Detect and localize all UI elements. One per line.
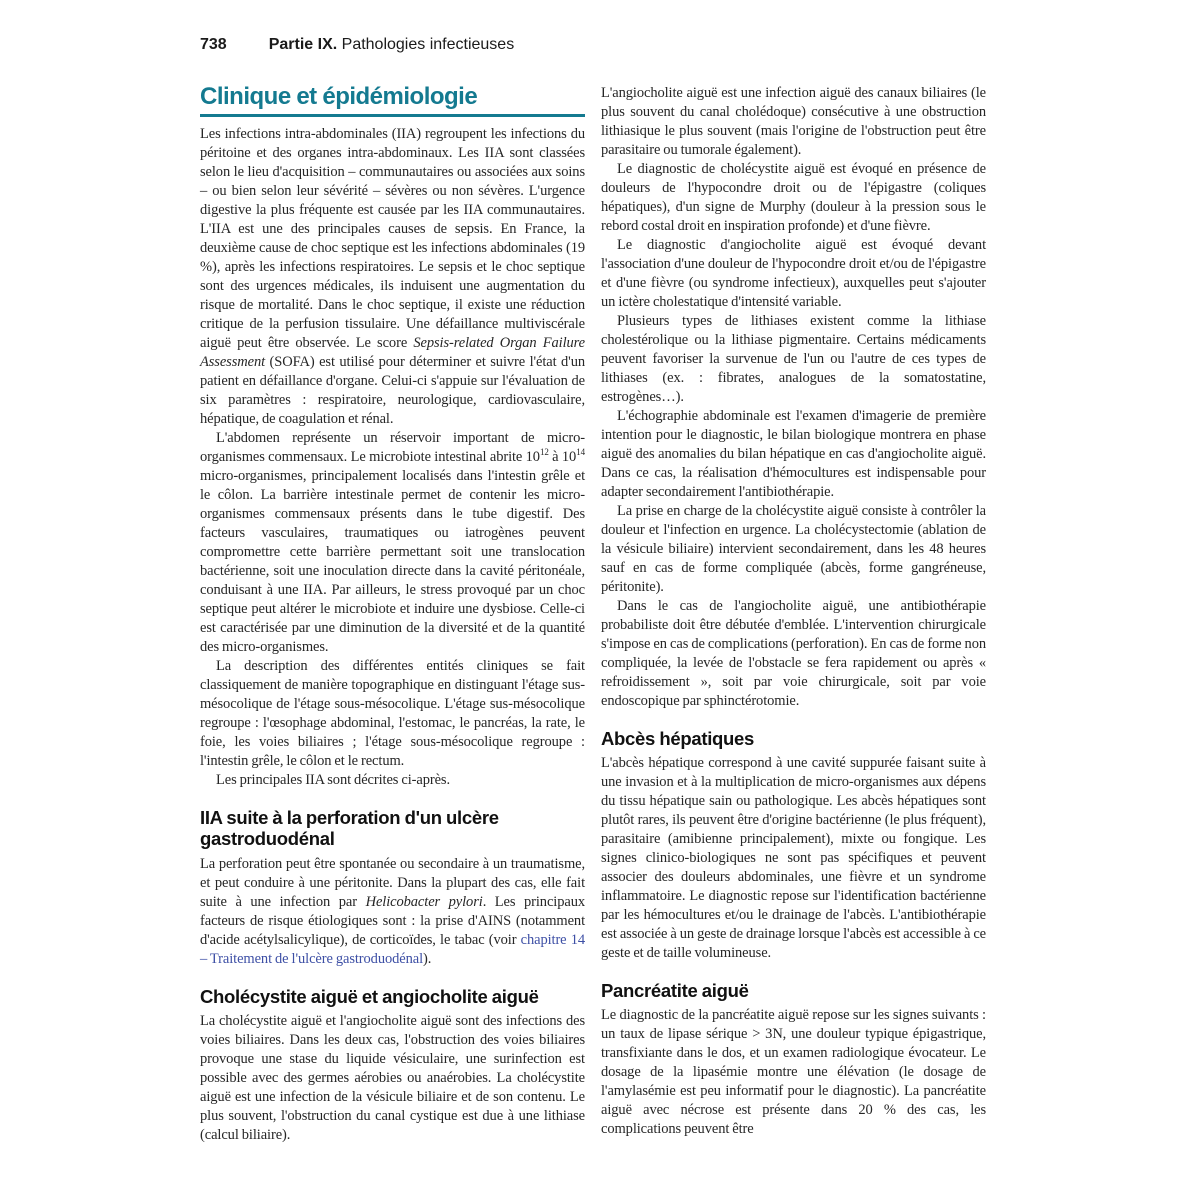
- running-title: [269, 36, 515, 54]
- cross-reference-link[interactable]: chapitre 14 – Traitement de l'ulcère gastroduodénal: [200, 931, 586, 967]
- part-title: Pathologies infectieuses: [341, 36, 515, 53]
- book-page: [200, 36, 986, 1145]
- body-paragraph: Le diagnostic de cholécystite aiguë est évoqué en présence de douleurs de l'hypocondre droit ou de l'épigastre (coliques hépatiques), d'un signe de Murphy (douleur à la pression sous le rebord costal droit en inspiration profonde) et d'une fièvre.: [601, 161, 986, 234]
- body-paragraph: Les principales IIA sont décrites ci-après.: [216, 772, 450, 789]
- body-paragraph: La cholécystite aiguë et l'angiocholite aiguë sont des infections des voies biliaires. Dans les deux cas, l'obstruction des voies biliaires provoque une stase du liquide vésiculaire, une surinfection est possible avec des germes aérobies ou anaérobies. La cholécystite aiguë est une infection de la vésicule biliaire et de son contenu. Le plus souvent, l'obstruction du canal cystique est due à une lithiase (calcul biliaire).: [200, 1012, 585, 1143]
- left-column: [200, 84, 585, 1145]
- subsection-heading-iia-ulcere: IIA suite à la perforation d'un ulcère gastroduodénal: [200, 807, 499, 850]
- body-paragraph: Le diagnostic de la pancréatite aiguë repose sur les signes suivants : un taux de lipase sérique > 3N, une douleur typique épigastrique, transfixiante dans le dos, et un examen radiologique évocateur. Le dosage de la lipasémie montre une élévation (le dosage de l'amylasémie est peu informatif pour le diagnostic). La pancréatite aiguë avec nécrose est présente dans 20 % des cas, les complications peuvent être: [601, 1007, 986, 1138]
- part-label: Partie IX.: [268, 36, 338, 53]
- body-paragraph: La perforation peut être spontanée ou secondaire à un traumatisme, et peut conduire à une péritonite. Dans la plupart des cas, elle fait suite à une infection par Helicobacter pylori. Les principaux facteurs de risque étiologiques sont : la prise d'AINS (notamment d'acide acétylsalicylique), de corticoïdes, le tabac (voir chapitre 14 – Traitement de l'ulcère gastroduodénal).: [200, 855, 586, 967]
- subsection-heading-cholecystite: Cholécystite aiguë et angiocholite aiguë: [200, 985, 539, 1007]
- page-number: 738: [200, 36, 227, 53]
- body-paragraph: La prise en charge de la cholécystite aiguë consiste à contrôler la douleur et l'infection en urgence. La cholécystectomie (ablation de la vésicule biliaire) intervient secondairement, dans les 48 heures sauf en cas de forme compliquée (abcès, forme gangréneuse, péritonite).: [601, 503, 986, 595]
- body-paragraph: L'échographie abdominale est l'examen d'imagerie de première intention pour le diagnostic, le bilan biologique montrera en phase aiguë des anomalies du bilan hépatique en cas d'angiocholite aiguë. Dans ce cas, la réalisation d'hémocultures est indispensable pour adapter secondairement l'antibiothérapie.: [601, 408, 986, 500]
- main-section-heading: Clinique et épidémiologie: [200, 84, 585, 117]
- body-paragraph: La description des différentes entités cliniques se fait classiquement de manière topographique en distinguant l'étage sus-mésocolique de l'étage sous-mésocolique. L'étage sus-mésocolique regroupe : l'œsophage abdominal, l'estomac, le pancréas, la rate, le foie, les voies biliaires ; l'étage sous-mésocolique regroupe : l'intestin grêle, le côlon et le rectum.: [200, 658, 585, 770]
- body-paragraph: Le diagnostic d'angiocholite aiguë est évoqué devant l'association d'une douleur de l'hypocondre droit et/ou de l'épigastre et d'une fièvre (ou syndrome infectieux), auxquelles peut s'ajouter un ictère cholestatique d'intensité variable.: [601, 237, 986, 310]
- body-paragraph: L'angiocholite aiguë est une infection aiguë des canaux biliaires (le plus souvent du canal cholédoque) consécutive à une obstruction lithiasique le plus souvent (mais l'origine de l'obstruction peut être parasitaire ou tumorale également).: [601, 85, 986, 158]
- body-paragraph: L'abdomen représente un réservoir important de micro-organismes commensaux. Le microbiote intestinal abrite $10^{12}$ à $10^{14}$ micro-organismes, principalement localisés dans l'intestin grêle et le côlon. La barrière intestinale permet de contenir les micro-organismes commensaux présents dans le tube digestif. Des facteurs vasculaires, traumatiques ou iatrogènes peuvent compromettre cette barrière permettant soit une translocation bactérienne, soit une inoculation directe dans la cavité péritonéale, conduisant à une IIA. Par ailleurs, le stress provoqué par un choc septique peut altérer le microbiote et induire une dysbiose. Celle-ci est caractérisée par une diminution de la diversité et de la quantité des micro-organismes.: [200, 430, 585, 656]
- body-paragraph: Dans le cas de l'angiocholite aiguë, une antibiothérapie probabiliste doit être débutée d'emblée. L'intervention chirurgicale s'impose en cas de complications (perforation). En cas de forme non compliquée, la levée de l'obstacle se fera rapidement ou après « refroidissement », soit par voie chirurgicale, soit par voie endoscopique par sphinctérotomie.: [601, 598, 986, 709]
- body-paragraph: Plusieurs types de lithiases existent comme la lithiase cholestérolique ou la lithiase pigmentaire. Certains médicaments peuvent favoriser la survenue de l'un ou l'autre de ces types de lithiases (ex. : fibrates, analogues de la somatostatine, estrogènes…).: [601, 313, 986, 405]
- two-column-text-block: [200, 84, 986, 1145]
- subsection-heading-abces-hepatiques: Abcès hépatiques: [601, 728, 755, 749]
- body-paragraph: Les infections intra-abdominales (IIA) regroupent les infections du péritoine et des organes intra-abdominaux. Les IIA sont classées selon le lieu d'acquisition – communautaires ou associées aux soins – ou bien selon leur sévérité – sévères ou non sévères. L'urgence digestive la plus fréquente est causée par les IIA communautaires. L'IIA est une des principales causes de sepsis. En France, la deuxième cause de choc septique est les infections abdominales (19 %), après les infections respiratoires. Le sepsis et le choc septique sont des urgences médicales, ils induisent une augmentation du risque de mortalité. Dans le choc septique, il existe une réduction critique de la perfusion tissulaire. Une défaillance multiviscérale aiguë peut être observée. Le score Sepsis-related Organ Failure Assessment (SOFA) est utilisé pour déterminer et suivre l'état d'un patient en défaillance d'organe. Celui-ci s'appuie sur l'évaluation de six paramètres : respiratoire, neurologique, cardiovasculaire, hépatique, de coagulation et rénal.: [200, 126, 586, 428]
- body-paragraph: L'abcès hépatique correspond à une cavité suppurée faisant suite à une invasion et à la multiplication de micro-organismes aux dépens du tissu hépatique sain ou pathologique. Les abcès hépatiques sont plutôt rares, ils peuvent être d'origine bactérienne (le plus fréquent), parasitaire (amibienne principalement), mixte ou fongique. Les signes clinico-biologiques ne sont pas spécifiques et peuvent associer des douleurs abdominales, une fièvre et un syndrome inflammatoire. Le diagnostic repose sur l'identification bactérienne par les hémocultures et/ou le drainage de l'abcès. L'antibiothérapie est associée à un geste de drainage lorsque l'abcès est accessible à ce geste et de taille volumineuse.: [601, 755, 986, 962]
- subsection-heading-pancreatite: Pancréatite aiguë: [601, 980, 749, 1002]
- page-header: [200, 36, 986, 54]
- right-column: [601, 84, 986, 1145]
